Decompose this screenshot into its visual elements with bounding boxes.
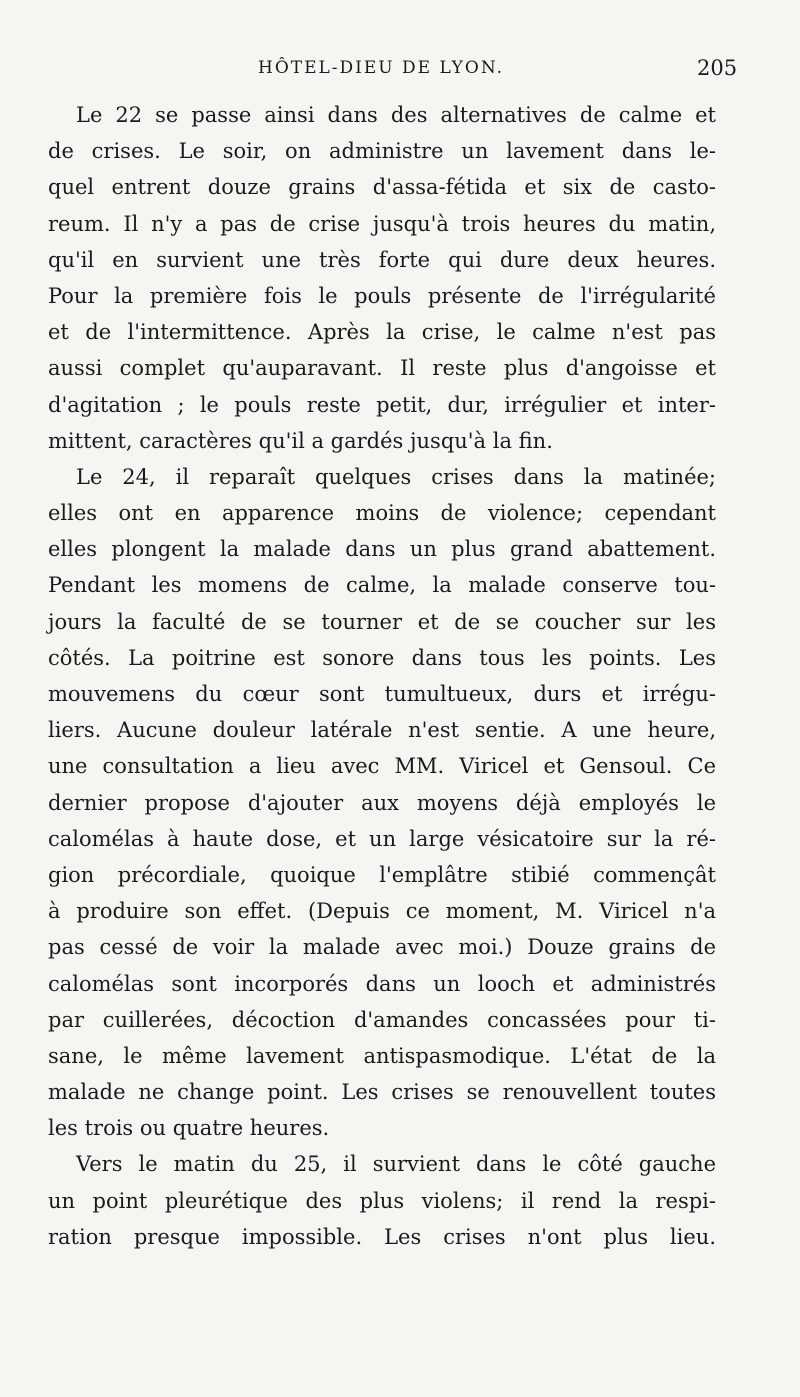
text-line: les trois ou quatre heures.	[48, 1116, 330, 1141]
text-line: par cuillerées, décoction d'amandes concassées pour ti-	[48, 1007, 716, 1032]
text-line: d'agitation ; le pouls reste petit, dur, irrégulier et inter-	[48, 392, 716, 417]
text-line: une consultation a lieu avec MM. Viricel et Gensoul. Ce	[48, 754, 716, 779]
text-line: à produire son effet. (Depuis ce moment, M. Viricel n'a	[48, 899, 716, 924]
text-line: mouvemens du cœur sont tumultueux, durs et irrégu-	[48, 682, 716, 706]
text-line: Pour la première fois le pouls présente de l'irrégularité	[48, 283, 716, 308]
page-number: 205	[697, 56, 738, 80]
text-line: ration presque impossible. Les crises n'ont plus lieu.	[48, 1224, 716, 1249]
text-line: Vers le matin du 25, il survient dans le côté gauche	[76, 1152, 716, 1177]
text-line: qu'il en survient une très forte qui dure deux heures.	[48, 247, 716, 272]
text-line: elles plongent la malade dans un plus grand abattement.	[48, 537, 716, 562]
text-line: Pendant les momens de calme, la malade conserve tou-	[48, 573, 716, 598]
text-line: calomélas à haute dose, et un large vésicatoire sur la ré-	[48, 826, 716, 851]
text-line: jours la faculté de se tourner et de se coucher sur les	[48, 609, 716, 634]
text-line: sane, le même lavement antispasmodique. L'état de la	[48, 1043, 716, 1068]
text-line: un point pleurétique des plus violens; il rend la respi-	[48, 1188, 716, 1213]
text-line: mittent, caractères qu'il a gardés jusqu'à la fin.	[48, 428, 553, 453]
text-line: pas cessé de voir la malade avec moi.) Douze grains de	[48, 935, 716, 960]
text-line: malade ne change point. Les crises se renouvellent toutes	[48, 1080, 716, 1105]
text-line: Le 24, il reparaît quelques crises dans la matinée;	[76, 464, 716, 489]
text-line: et de l'intermittence. Après la crise, le calme n'est pas	[48, 320, 716, 345]
text-line: de crises. Le soir, on administre un lavement dans le-	[48, 139, 716, 164]
text-line: liers. Aucune douleur latérale n'est sentie. A une heure,	[48, 718, 716, 743]
text-line: aussi complet qu'auparavant. Il reste plus d'angoisse et	[48, 356, 716, 381]
running-head	[0, 58, 800, 88]
text-line: Le 22 se passe ainsi dans des alternatives de calme et	[76, 103, 716, 127]
text-line: côtés. La poitrine est sonore dans tous les points. Les	[48, 645, 716, 670]
text-line: reum. Il n'y a pas de crise jusqu'à trois heures du matin,	[48, 211, 716, 236]
text-line: quel entrent douze grains d'assa-fétida et six de casto-	[48, 175, 716, 200]
text-line: elles ont en apparence moins de violence; cependant	[48, 501, 716, 526]
text-line: calomélas sont incorporés dans un looch et administrés	[48, 971, 716, 996]
text-line: gion précordiale, quoique l'emplâtre stibié commençât	[48, 862, 716, 887]
text-line: dernier propose d'ajouter aux moyens déjà employés le	[48, 790, 716, 815]
body-text	[48, 97, 716, 1255]
running-title: HÔTEL-DIEU DE LYON.	[258, 58, 505, 78]
